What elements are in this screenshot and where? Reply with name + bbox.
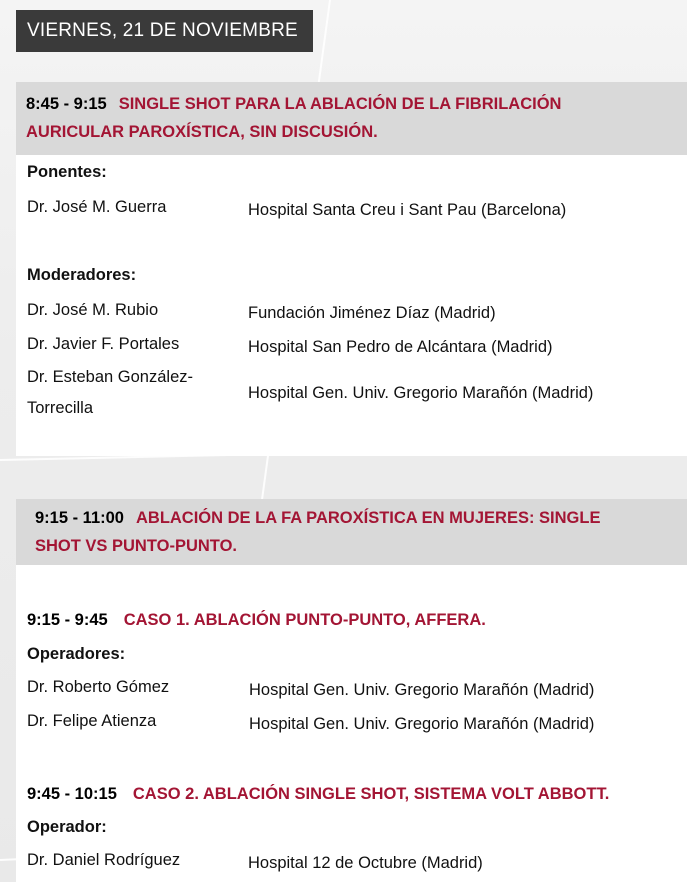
moderator-institution: Hospital Gen. Univ. Gregorio Marañón (Madrid): [248, 384, 594, 402]
case-1-time: 9:15 - 9:45: [27, 611, 108, 629]
day-header: VIERNES, 21 DE NOVIEMBRE: [16, 10, 313, 52]
session-title-1-line2: AURICULAR PAROXÍSTICA, SIN DISCUSIÓN.: [26, 123, 378, 141]
speaker-institution: Hospital Santa Creu i Sant Pau (Barcelona): [248, 201, 567, 219]
moderator-name-line1: Dr. Esteban González-: [27, 368, 193, 386]
operator-institution: Hospital Gen. Univ. Gregorio Marañón (Madrid): [249, 715, 595, 733]
ponentes-label: Ponentes:: [27, 163, 107, 181]
case-1-heading: [27, 611, 486, 630]
operador-label: Operador:: [27, 818, 107, 836]
moderator-institution: Fundación Jiménez Díaz (Madrid): [248, 304, 496, 322]
case-2-heading: [27, 785, 609, 804]
case-2-title: CASO 2. ABLACIÓN SINGLE SHOT, SISTEMA VOLT ABBOTT.: [132, 785, 610, 803]
session-title-2-line2: SHOT VS PUNTO-PUNTO.: [35, 537, 237, 555]
operator-institution: Hospital Gen. Univ. Gregorio Marañón (Madrid): [249, 681, 595, 699]
operator-name: Dr. Felipe Atienza: [27, 712, 157, 730]
operator-institution: Hospital 12 de Octubre (Madrid): [248, 854, 483, 872]
case-1-title: CASO 1. ABLACIÓN PUNTO-PUNTO, AFFERA.: [123, 611, 486, 629]
speaker-name: Dr. José M. Guerra: [27, 198, 167, 216]
session-header-2: [16, 499, 687, 565]
moderator-name: [27, 362, 193, 424]
moderator-institution: Hospital San Pedro de Alcántara (Madrid): [248, 338, 553, 356]
moderadores-label: Moderadores:: [27, 266, 137, 284]
operator-name: Dr. Daniel Rodríguez: [27, 851, 181, 869]
case-2-time: 9:45 - 10:15: [27, 785, 117, 803]
session-title-2: ABLACIÓN DE LA FA PAROXÍSTICA EN MUJERES: SINGLE: [135, 509, 601, 527]
moderator-name: Dr. José M. Rubio: [27, 301, 159, 319]
session-time-2: 9:15 - 11:00: [35, 509, 124, 527]
moderator-name: Dr. Javier F. Portales: [27, 335, 180, 353]
session-title-1: SINGLE SHOT PARA LA ABLACIÓN DE LA FIBRILACIÓN: [118, 95, 562, 113]
session-time-1: 8:45 - 9:15: [26, 95, 107, 113]
session-card-2: [16, 499, 687, 882]
session-card-1: [16, 82, 687, 456]
session-header-1: [16, 82, 687, 155]
moderator-name-line2: Torrecilla: [27, 399, 94, 417]
operadores-label: Operadores:: [27, 645, 126, 663]
operator-name: Dr. Roberto Gómez: [27, 678, 170, 696]
